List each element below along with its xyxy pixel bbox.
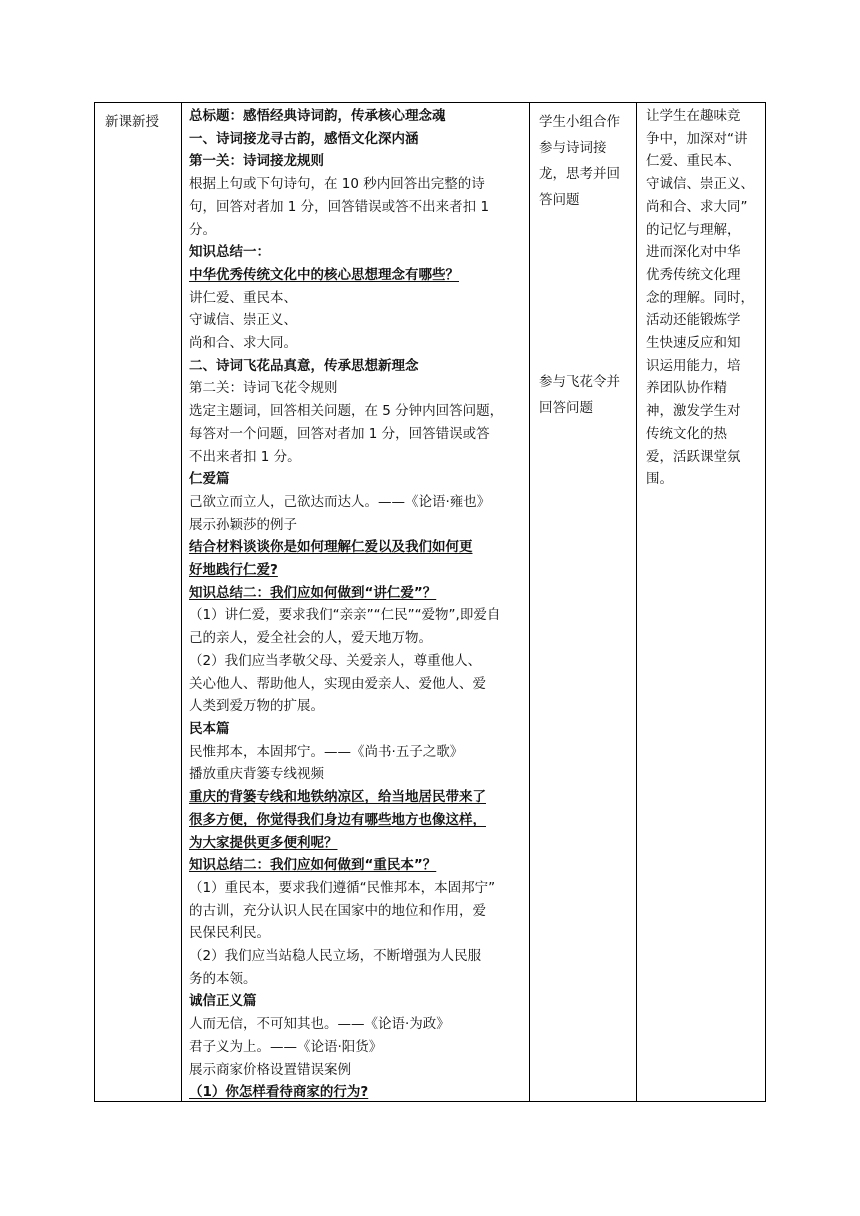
spacer (539, 213, 631, 369)
activity-line: 参与诗词接 (539, 140, 607, 156)
content-line: 中华优秀传统文化中的核心思想理念有哪些？ (189, 266, 459, 283)
design-intent-line: 活动还能锻炼学 (646, 312, 741, 329)
lesson-plan-table (94, 102, 766, 1102)
design-intent-line: 养团队协作精 (646, 380, 727, 397)
content-line: 播放重庆背篓专线视频 (189, 766, 324, 783)
content-line: 分。 (189, 221, 216, 238)
content-line: （1）你怎样看待商家的行为? (189, 1084, 369, 1101)
content-line: 讲仁爱、重民本、 (189, 289, 297, 306)
content-line: 重庆的背篓专线和地铁纳凉区，给当地居民带来了 (189, 789, 486, 806)
content-line: 展示孙颖莎的例子 (189, 516, 297, 533)
content-line: 己欲立而立人，己欲达而达人。——《论语·雍也》 (189, 493, 491, 510)
design-intent-line: 守诚信、崇正义、 (646, 176, 754, 193)
content-line: 务的本领。 (189, 970, 257, 987)
design-intent-line: 生快速反应和知 (646, 335, 741, 352)
content-line: 第一关：诗词接龙规则 (189, 153, 324, 170)
content-line: 展示商家价格设置错误案例 (189, 1061, 351, 1078)
content-line: 仁爱篇 (189, 471, 230, 488)
design-intent-line: 识运用能力，培 (646, 357, 741, 374)
content-line: 每答对一个问题，回答对者加 1 分，回答错误或答 (189, 425, 490, 442)
design-intent-line: 让学生在趣味竞 (646, 108, 741, 124)
content-line: 第二关：诗词飞花令规则 (189, 380, 338, 397)
content-line: 尚和合、求大同。 (189, 335, 297, 352)
content-line: 很多方便，你觉得我们身边有哪些地方也像这样， (189, 811, 486, 828)
content-line: （2）我们应当站稳人民立场，不断增强为人民服 (189, 948, 482, 965)
content-line: 知识总结一： (189, 244, 270, 261)
content-line: 选定主题词，回答相关问题，在 5 分钟内回答问题， (189, 403, 504, 420)
design-intent-line: 爱，活跃课堂氛 (646, 448, 741, 465)
column-divider (181, 103, 182, 1101)
teaching-content-cell (183, 103, 530, 1104)
content-line: 己的亲人，爱全社会的人，爱天地万物。 (189, 630, 432, 647)
design-intent-line: 传统文化的热 (646, 425, 727, 442)
activity-line: 回答问题 (539, 400, 593, 416)
content-line: （2）我们应当孝敬父母、关爱亲人，尊重他人、 (189, 652, 482, 669)
design-intent-line: 进而深化对中华 (646, 244, 741, 261)
row-label-cell (95, 103, 182, 134)
activity-line: 龙，思考并回 (539, 166, 620, 182)
content-line: 民惟邦本，本固邦宁。——《尚书·五子之歌》 (189, 743, 464, 760)
content-line: 君子义为上。——《论语·阳货》 (189, 1038, 383, 1055)
content-line: 好地践行仁爱? (189, 562, 278, 579)
content-line: 不出来者扣 1 分。 (189, 448, 301, 465)
design-intent-line: 的记忆与理解， (646, 221, 741, 238)
activity-line: 答问题 (539, 192, 580, 208)
activity-line: 参与飞花令并 (539, 374, 620, 390)
content-line: 知识总结二：我们应如何做到“重民本”？ (189, 857, 437, 874)
design-intent-line: 神，激发学生对 (646, 403, 741, 420)
content-line: 根据上句或下句诗句，在 10 秒内回答出完整的诗 (189, 176, 485, 193)
content-line: 民保民利民。 (189, 925, 270, 942)
content-line: 总标题：感悟经典诗词韵，传承核心理念魂 (189, 108, 446, 124)
content-line: 一、诗词接龙寻古韵，感悟文化深内涵 (189, 130, 419, 147)
content-line: 为大家提供更多便利呢？ (189, 834, 338, 851)
design-intent-line: 仁爱、重民本、 (646, 153, 741, 170)
content-line: 守诚信、崇正义、 (189, 312, 297, 329)
content-line: 诚信正义篇 (189, 993, 257, 1010)
content-line: 关心他人、帮助他人，实现由爱亲人、爱他人、爱 (189, 675, 486, 692)
content-line: 句，回答对者加 1 分，回答错误或答不出来者扣 1 (189, 198, 490, 215)
student-activity-cell (531, 103, 637, 421)
design-intent-line: 优秀传统文化理 (646, 266, 741, 283)
content-line: （1）重民本，要求我们遵循“民惟邦本，本固邦宁” (189, 879, 496, 896)
content-line: 人而无信，不可知其也。——《论语·为政》 (189, 1016, 450, 1033)
design-intent-line: 念的理解。同时， (646, 289, 754, 306)
content-line: 的古训，充分认识人民在国家中的地位和作用，爱 (189, 902, 486, 919)
content-line: 结合材料谈谈你是如何理解仁爱以及我们如何更 (189, 539, 473, 556)
content-line: 二、诗词飞花品真意，传承思想新理念 (189, 357, 419, 374)
design-intent-line: 争中，加深对“讲 (646, 130, 748, 147)
row-label: 新课新授 (105, 114, 159, 130)
content-line: 人类到爱万物的扩展。 (189, 698, 324, 715)
content-line: 知识总结二：我们应如何做到“讲仁爱”？ (189, 584, 437, 601)
content-line: 民本篇 (189, 720, 230, 737)
content-line: （1）讲仁爱，要求我们“亲亲”“仁民”“爱物”,即爱自 (189, 607, 501, 624)
design-intent-line: 围。 (646, 471, 673, 488)
activity-line: 学生小组合作 (539, 114, 620, 130)
design-intent-cell (638, 103, 766, 491)
design-intent-line: 尚和合、求大同” (646, 198, 748, 215)
